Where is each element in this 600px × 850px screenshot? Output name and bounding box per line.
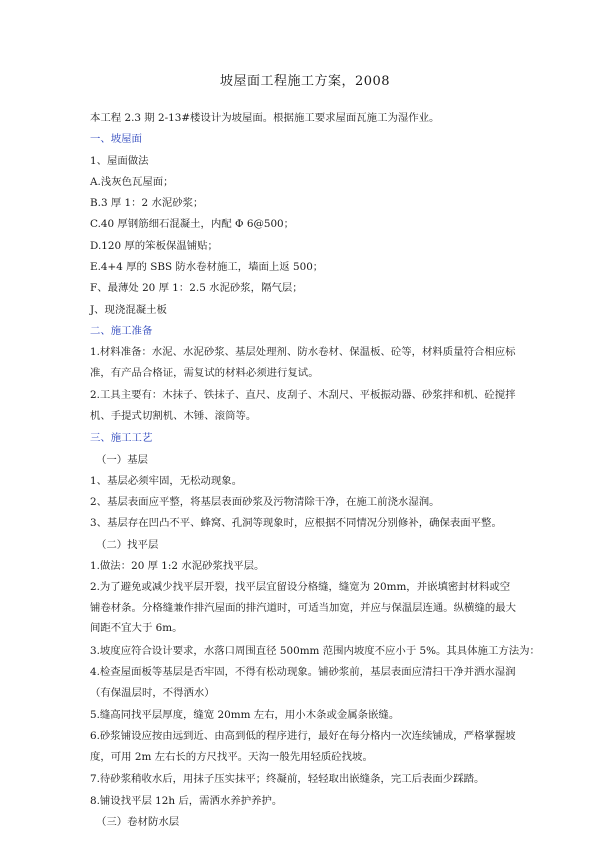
sub-heading-base: （一）基层 xyxy=(96,453,148,466)
section-heading-preparation: 二、施工准备 xyxy=(90,324,153,337)
base-item: 3、基层存在凹凸不平、蜂窝、孔洞等现象时，应根据不同情况分别修补，确保表面平整。 xyxy=(90,517,502,530)
leveling-item: 5.缝高同找平层厚度，缝宽 20mm 左右，用小木条或金属条嵌缝。 xyxy=(90,709,400,722)
leveling-item: 6.砂浆铺设应按由远到近、由高到低的程序进行，最好在每分格内一次连续铺成，严格掌握坡度，可用 2m 左右长的方尺找平。天沟一般先用轻质砼找坡。 xyxy=(90,730,516,763)
leveling-item: 3.坡度应符合设计要求，水落口周围直径 500mm 范围内坡度不应小于 5%。其具体施工方法为： xyxy=(90,644,540,657)
preparation-tools: 2.工具主要有：木抹子、铁抹子、直尺、皮刮子、木刮尺、平板振动器、砂浆拌和机、砼搅拌机、手提式切割机、木锤、滚筒等。 xyxy=(90,389,516,422)
intro-paragraph: 本工程 2.3 期 2-13#楼设计为坡屋面。根据施工要求屋面瓦施工为湿作业。 xyxy=(90,112,440,124)
base-item: 2、基层表面应平整，将基层表面砂浆及污物清除干净，在施工前浇水湿润。 xyxy=(90,496,440,509)
base-item: 1、基层必须牢固，无松动现象。 xyxy=(90,474,243,487)
roof-layer-item: E.4+4 厚的 SBS 防水卷材施工，墙面上返 500； xyxy=(90,261,324,274)
sub-heading-roof-method: 1、屋面做法 xyxy=(90,154,149,167)
document-title: 坡屋面工程施工方案，2008 xyxy=(219,74,391,89)
roof-layer-item: D.120 厚的笨板保温铺贴； xyxy=(90,239,218,252)
roof-layer-item: C.40 厚钢筋细石混凝土，内配 Φ 6@500； xyxy=(90,218,295,231)
section-heading-process: 三、施工工艺 xyxy=(90,432,153,445)
leveling-item: 1.做法：20 厚 1:2 水泥砂浆找平层。 xyxy=(90,560,265,573)
sub-heading-leveling: （二）找平层 xyxy=(96,538,159,551)
preparation-materials-text: 1.材料准备：水泥、水泥砂浆、基层处理剂、防水卷材、保温板、砼等，材料质量符合相应标准，有产品合格证，需复试的材料必须进行复试。 xyxy=(90,346,516,379)
section-heading-roof: 一、坡屋面 xyxy=(90,133,142,146)
roof-layer-item: A.浅灰色瓦屋面； xyxy=(90,175,174,188)
roof-layer-item: F、最薄处 20 厚 1：2.5 水泥砂浆，隔气层； xyxy=(90,282,303,295)
roof-layer-item: J、现浇混凝土板 xyxy=(90,303,167,316)
preparation-materials xyxy=(90,342,520,383)
document-page xyxy=(90,72,540,833)
leveling-item: 7.待砂浆稍收水后，用抹子压实抹平；终凝前，轻轻取出嵌缝条，完工后表面少踩踏。 xyxy=(90,773,485,786)
leveling-item: 2.为了避免或减少找平层开裂，找平层宜留设分格缝，缝宽为 20mm，并嵌填密封材料或空铺卷材条。分格缝兼作排汽屋面的排汽道时，可适当加宽，并应与保温层连通。纵横缝的最大间距不宜大于 6m。 xyxy=(90,581,517,635)
leveling-item: 8.铺设找平层 12h 后，需洒水养护养护。 xyxy=(90,794,283,807)
roof-layer-item: B.3 厚 1：2 水泥砂浆； xyxy=(90,197,204,210)
leveling-item: 4.检查屋面板等基层是否牢固，不得有松动现象。铺砂浆前，基层表面应清扫干净并洒水湿润（有保温层时，不得洒水） xyxy=(90,666,516,699)
sub-heading-membrane: （三）卷材防水层 xyxy=(96,816,180,829)
